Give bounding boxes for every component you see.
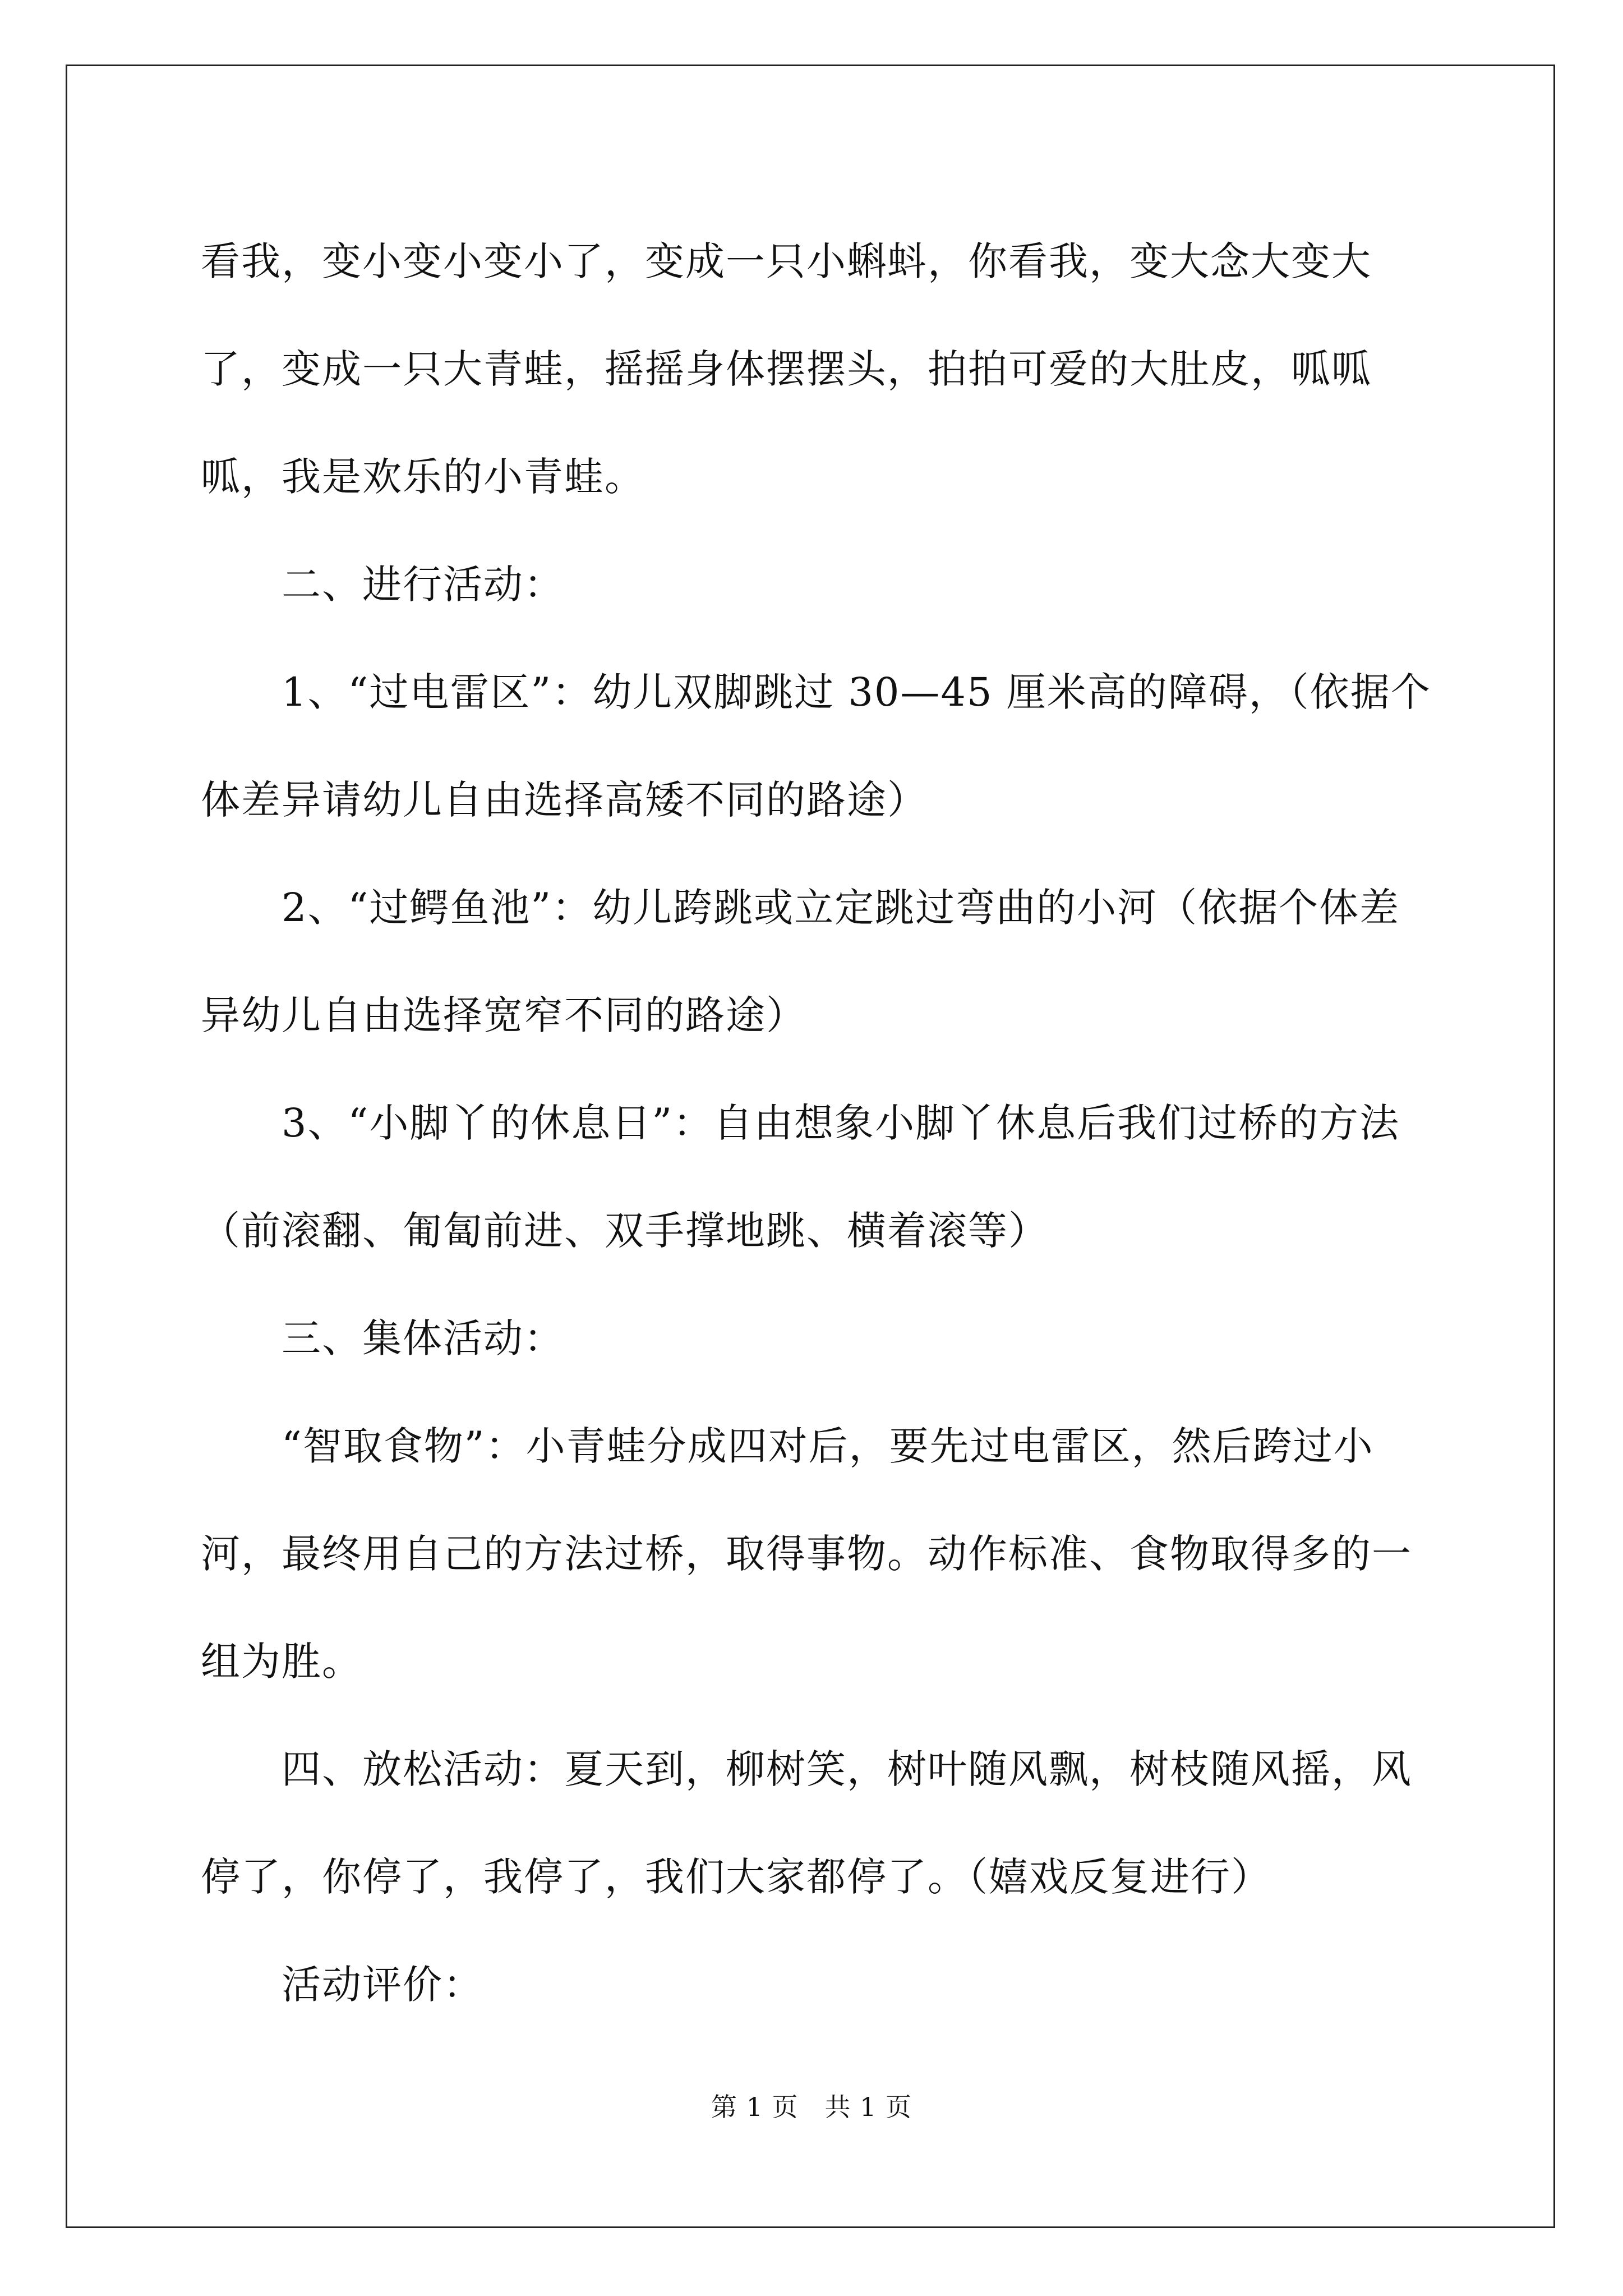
heading-section-3: 三、集体活动：	[282, 1315, 564, 1361]
paragraph-activity-1: 1、“过电雷区”：幼儿双脚跳过 30—45 厘米高的障碍，（依据个体差异请幼儿自由选择高矮不同的路途）	[201, 669, 1431, 823]
document-body	[201, 208, 1435, 2039]
paragraph-activity-2: 2、“过鳄鱼池”：幼儿跨跳或立定跳过弯曲的小河（依据个体差异幼儿自由选择宽窄不同的路途）	[201, 885, 1400, 1038]
heading-section-2: 二、进行活动：	[282, 562, 564, 608]
heading-evaluation: 活动评价：	[282, 1962, 483, 2008]
paragraph-group-activity: “智取食物”：小青蛙分成四对后，要先过电雷区，然后跨过小河，最终用自己的方法过桥，取得事物。动作标准、食物取得多的一组为胜。	[201, 1423, 1412, 1685]
page-footer: 第 1 页 共 1 页	[711, 2092, 912, 2122]
paragraph-1: 看我，变小变小变小了，变成一只小蝌蚪，你看我，变大念大变大了，变成一只大青蛙，摇摇身体摆摆头，拍拍可爱的大肚皮，呱呱呱，我是欢乐的小青蛙。	[201, 238, 1372, 500]
paragraph-relax-activity: 四、放松活动：夏天到，柳树笑，树叶随风飘，树枝随风摇，风停了，你停了，我停了，我们大家都停了。（嬉戏反复进行）	[201, 1746, 1412, 1900]
paragraph-activity-3: 3、“小脚丫的休息日”：自由想象小脚丫休息后我们过桥的方法（前滚翻、匍匐前进、双手撑地跳、横着滚等）	[201, 1100, 1400, 1254]
